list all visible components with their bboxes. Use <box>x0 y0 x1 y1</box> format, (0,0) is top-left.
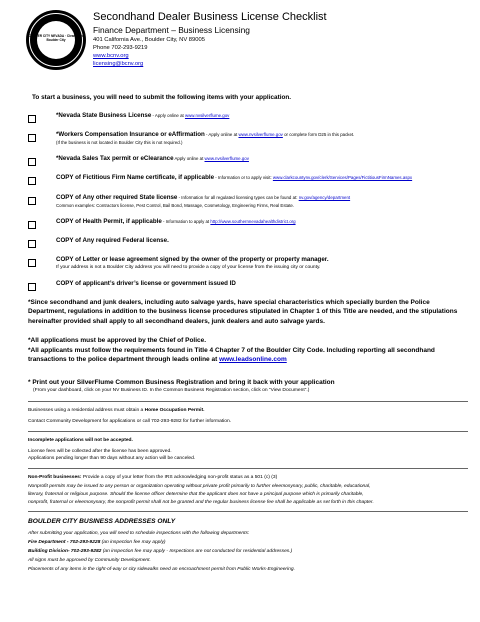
intro-text: To start a business, you will need to submit the following items with your application. <box>32 94 292 101</box>
checklist-item: COPY of Any required Federal license. <box>56 237 169 244</box>
divider <box>28 511 468 512</box>
checkbox-workers-comp[interactable] <box>28 134 36 142</box>
signs-note: All signs must be approved by Community Development. <box>28 558 151 563</box>
nonprofit-text: Nonprofit permits may be issued to any person or organization operating without private profit primarily to further eleemosynary, public, charitable, educational, <box>28 484 371 489</box>
checklist-item: *Nevada Sales Tax permit or eClearance Apply online at www.nvsilverflume.gov <box>56 155 249 162</box>
checklist-item: COPY of Health Permit, if applicable - Information to apply at http://www.southernnevadahealthdistrict.org <box>56 218 296 225</box>
boulder-city-seal-logo <box>26 10 86 70</box>
nonprofit-line: Non-Profit businesses: Provide a copy of your letter from the IRS acknowledging non-profit status as a 501 (c) (3) <box>28 475 278 480</box>
checklist-note: Common examples: Contractors license, Pest Control, Bail Bond, Massage, Cosmetology, Engineering Firms, Real Estate. <box>56 203 295 208</box>
checklist-item: *Workers Compensation Insurance or eAffirmation - Apply online at www.nvsilverflume.gov or complete form D25 in this packet. <box>56 131 355 138</box>
checklist-item: *Nevada State Business License - Apply online at www.nvsilverflume.gov <box>56 112 230 119</box>
community-development-note: Contact Community Development for applications or call 702-293-9282 for further information. <box>28 419 232 424</box>
office-phone: Phone 702-293-9219 <box>93 45 148 51</box>
building-division-line: Building Division- 702-293-9282 (an inspection fee may apply - Inspections are not conducted for residential addresses.) <box>28 549 293 554</box>
checkbox-sales-tax[interactable] <box>28 158 36 166</box>
encroachment-note: Placements of any items in the right-of-way or city sidewalks need an encroachment permit from Public Works-Engineering. <box>28 567 295 572</box>
fire-department-line: Fire Department - 702-293-9228 (an inspection fee may apply) <box>28 540 166 545</box>
police-approval-text: *All applications must be approved by the Chief of Police. <box>28 337 207 344</box>
fee-note: License fees will be collected after the license has been approved. <box>28 449 172 454</box>
silverflume-note: (From your dashboard, click on your NV Business ID. In the Common Business Registration section, click on “View Document”.) <box>33 388 310 393</box>
checklist-note: If your address is not a Boulder City address you will need to provide a copy of your license from the issuing city or county. <box>56 265 321 270</box>
residential-note: Businesses using a residential address must obtain a Home Occupation Permit. <box>28 408 205 413</box>
department-name: Finance Department – Business Licensing <box>93 25 250 35</box>
checklist-item: COPY of Fictitious Firm Name certificate, if applicable - Information or to apply visit: www.clarkcountynv.gov/clerk/Services/Pages/FictitiousFirmNames.aspx <box>56 174 413 181</box>
incomplete-heading: Incomplete applications will not be accepted. <box>28 438 133 443</box>
checkbox-drivers-license[interactable] <box>28 283 36 291</box>
nonprofit-text: nonprofit, fraternal or eleemosynary, the nonprofit permit shall not be granted and the regular business license fee shall be applicable as set forth in this chapter. <box>28 500 374 505</box>
seal-text: BOULDER CITY NEVADA · Clean Green Boulder City <box>26 34 86 42</box>
pending-note: Applications pending longer than 90 days without any action will be canceled. <box>28 456 196 461</box>
checklist-item: COPY of applicant’s driver’s license or government issued ID <box>56 280 236 287</box>
health-district-link[interactable]: http://www.southernnevadahealthdistrict.org <box>210 219 296 224</box>
checkbox-fictitious-firm[interactable] <box>28 177 36 185</box>
checklist-item: COPY of Any other required State license - Information for all regulated licensing types can be found at: nv.gov/agency/department <box>56 194 351 201</box>
police-requirements-text: *All applicants must follow the requirements found in Title 4 Chapter 7 of the Boulder City Code. Including reporting all secondhand transactions to the police department through leads online at www.leadsonline.com <box>28 347 435 364</box>
email-link[interactable]: licensing@bcnv.org <box>93 61 144 67</box>
silverflume-link[interactable]: www.nvsilverflume.gov <box>238 132 283 137</box>
checkbox-state-license-other[interactable] <box>28 197 36 205</box>
divider <box>28 468 468 469</box>
checklist-item: COPY of Letter or lease agreement signed by the owner of the property or property manager. <box>56 256 329 263</box>
divider <box>28 431 468 432</box>
checklist-note: (If the business is not located in Boulder City this is not required.) <box>56 140 183 145</box>
checkbox-health-permit[interactable] <box>28 221 36 229</box>
nonprofit-text: literary, fraternal or religious purpose. Should the license officer determine that the applicant does not have a principal purpose which is primarily charitable, <box>28 492 364 497</box>
divider <box>28 401 468 402</box>
boulder-addresses-heading: BOULDER CITY BUSINESS ADDRESSES ONLY <box>28 518 176 525</box>
clark-county-link[interactable]: www.clarkcountynv.gov/clerk/Services/Pages/FictitiousFirmNames.aspx <box>272 175 413 180</box>
website-link[interactable]: www.bcnv.org <box>93 53 129 59</box>
silverflume-link[interactable]: www.nvsilverflume.gov <box>184 113 230 118</box>
leadsonline-link[interactable]: www.leadsonline.com <box>219 356 287 364</box>
silverflume-instruction: * Print out your SilverFlume Common Business Registration and bring it back with your application <box>28 379 335 386</box>
silverflume-link[interactable]: www.nvsilverflume.gov <box>204 156 249 161</box>
checkbox-federal-license[interactable] <box>28 240 36 248</box>
nv-agency-link[interactable]: nv.gov/agency/department <box>298 195 351 200</box>
page-title: Secondhand Dealer Business License Checklist <box>93 11 327 23</box>
checkbox-lease[interactable] <box>28 259 36 267</box>
inspections-intro: After submitting your application, you will need to schedule inspections with the following departments: <box>28 531 250 536</box>
office-address: 401 California Ave., Boulder City, NV 89005 <box>93 37 205 43</box>
checkbox-state-license[interactable] <box>28 115 36 123</box>
secondhand-dealer-paragraph: *Since secondhand and junk dealers, including auto salvage yards, have special characteristics which specially burden the Police Department, regulations in addition to the business license procedures stipulated in Chapter 1 of this Title are needed, and the stipulations hereinafter provided shall apply to all secondhand dealers, junk dealers and auto salvage yards. <box>28 299 458 325</box>
